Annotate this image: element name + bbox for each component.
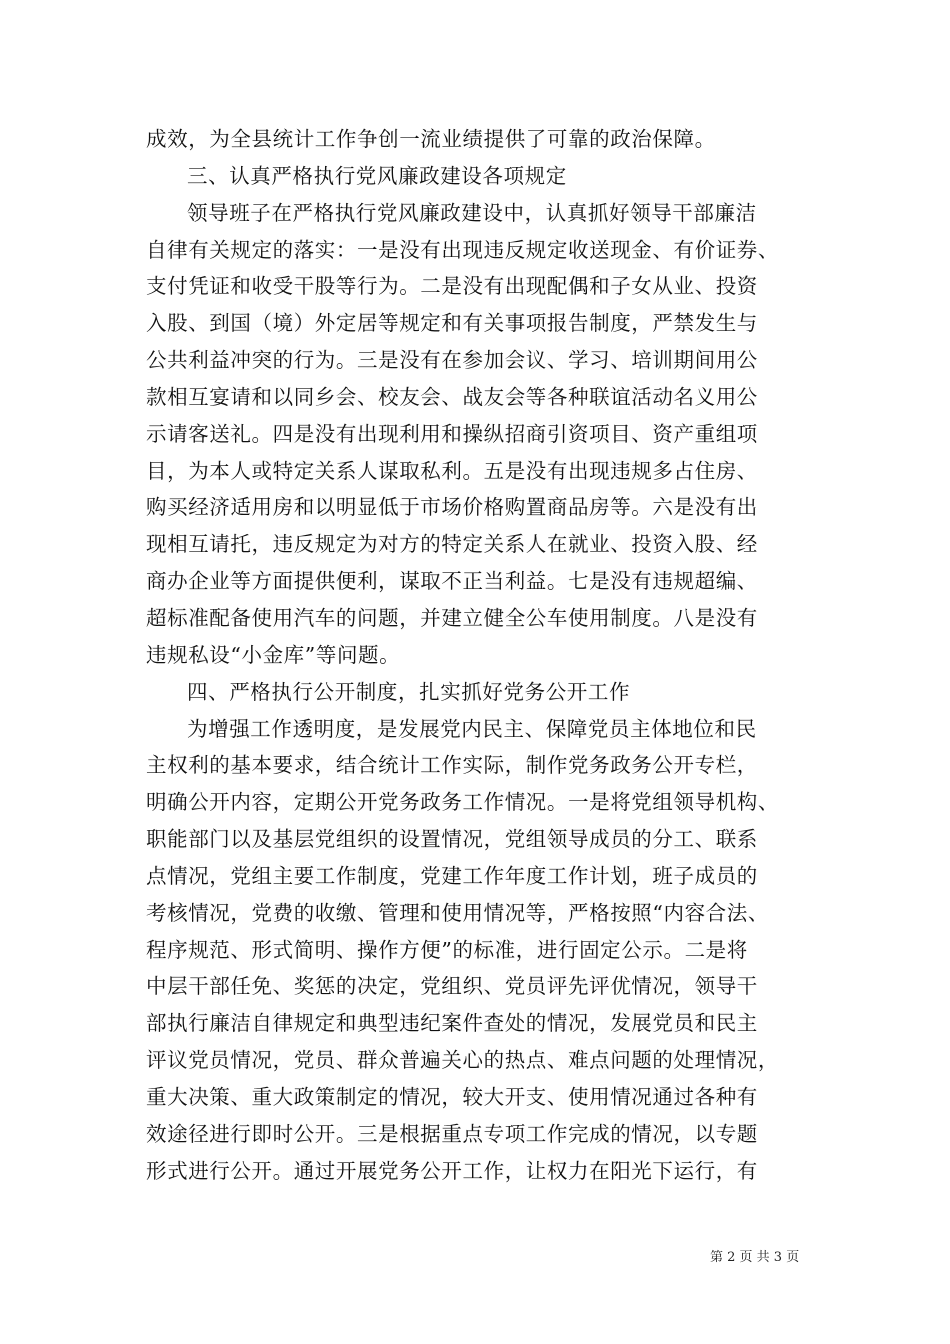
- text-line: 公共利益冲突的行为。三是没有在参加会议、学习、培训期间用公: [146, 348, 758, 373]
- text-line: 职能部门以及基层党组织的设置情况，党组领导成员的分工、联系: [146, 827, 758, 852]
- text-line: 重大决策、重大政策制定的情况，较大开支、使用情况通过各种有: [146, 1084, 758, 1109]
- text-line: 商办企业等方面提供便利，谋取不正当利益。七是没有违规超编、: [146, 569, 758, 594]
- text-line: 为增强工作透明度，是发展党内民主、保障党员主体地位和民: [187, 716, 757, 741]
- text-line: 自律有关规定的落实：一是没有出现违反规定收送现金、有价证券、: [146, 237, 779, 262]
- text-line: 主权利的基本要求，结合统计工作实际，制作党务政务公开专栏，: [146, 753, 758, 778]
- text-line: 违规私设“小金库”等问题。: [146, 642, 401, 667]
- text-line: 支付凭证和收受干股等行为。二是没有出现配偶和子女从业、投资: [146, 274, 758, 299]
- text-line: 领导班子在严格执行党风廉政建设中，认真抓好领导干部廉洁: [187, 200, 757, 225]
- text-line: 成效，为全县统计工作争创一流业绩提供了可靠的政治保障。: [146, 127, 716, 151]
- text-line: 款相互宴请和以同乡会、校友会、战友会等各种联谊活动名义用公: [146, 384, 758, 409]
- text-line: 入股、到国（境）外定居等规定和有关事项报告制度，严禁发生与: [146, 311, 758, 336]
- text-line: 评议党员情况，党员、群众普遍关心的热点、难点问题的处理情况，: [146, 1048, 779, 1073]
- page-footer: 第 2 页 共 3 页: [710, 1250, 800, 1265]
- text-line: 形式进行公开。通过开展党务公开工作，让权力在阳光下运行，有: [146, 1158, 758, 1183]
- body-text: [146, 121, 810, 1189]
- text-line: 示请客送礼。四是没有出现利用和操纵招商引资项目、资产重组项: [146, 421, 758, 446]
- text-line: 点情况，党组主要工作制度，党建工作年度工作计划，班子成员的: [146, 863, 758, 888]
- text-line: 目，为本人或特定关系人谋取私利。五是没有出现违规多占住房、: [146, 458, 758, 483]
- text-line: 中层干部任免、奖惩的决定，党组织、党员评先评优情况，领导干: [146, 974, 758, 999]
- text-line: 明确公开内容，定期公开党务政务工作情况。一是将党组领导机构、: [146, 790, 779, 815]
- text-line: 超标准配备使用汽车的问题，并建立健全公车使用制度。八是没有: [146, 605, 758, 630]
- text-line: 效途径进行即时公开。三是根据重点专项工作完成的情况，以专题: [146, 1121, 758, 1146]
- text-line: 现相互请托，违反规定为对方的特定关系人在就业、投资入股、经: [146, 532, 758, 557]
- text-line: 购买经济适用房和以明显低于市场价格购置商品房等。六是没有出: [146, 495, 758, 520]
- text-line: 三、认真严格执行党风廉政建设各项规定: [187, 163, 567, 188]
- text-line: 四、严格执行公开制度，扎实抓好党务公开工作: [187, 679, 631, 704]
- text-line: 部执行廉洁自律规定和典型违纪案件查处的情况，发展党员和民主: [146, 1011, 758, 1036]
- text-line: 程序规范、形式简明、操作方便”的标准，进行固定公示。二是将: [146, 937, 748, 962]
- text-line: 考核情况，党费的收缴、管理和使用情况等，严格按照“内容合法、: [146, 900, 769, 925]
